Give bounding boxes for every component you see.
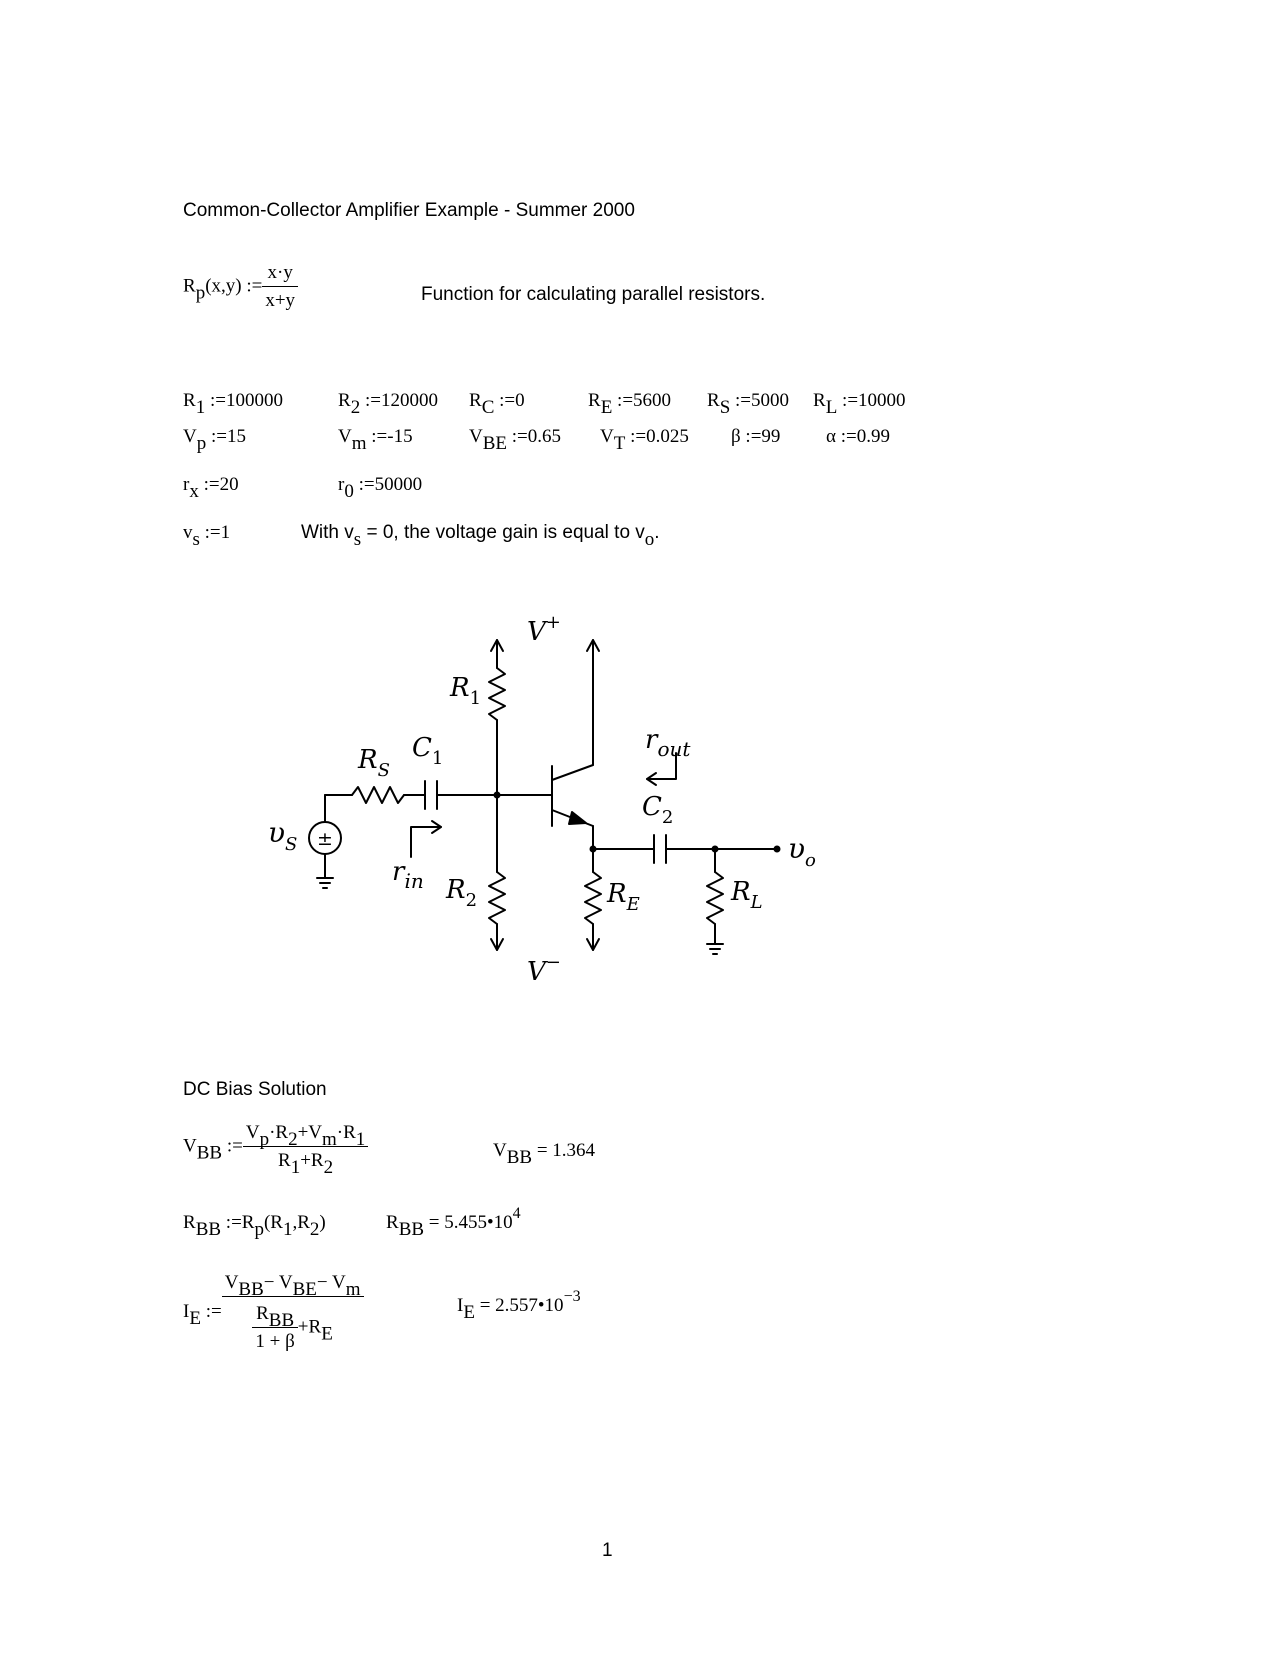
rs-resistor [352,787,404,803]
param-r0: $r_0$ :=50000 [338,474,423,502]
fraction-denominator: x+y [265,290,296,311]
emitter-node-dot [590,846,597,853]
label-rs: $R_S$ [358,745,390,781]
output-terminal-dot [774,846,781,853]
param-vbe: $V_{BE}$ :=0.65 [469,426,562,454]
label-v-minus: V− [527,952,561,987]
document-title: Common-Collector Amplifier Example - Summer 2000 [183,200,635,221]
param-rc: $R_C$ :=0 [469,390,525,418]
label-rout: $r_{out}$ [645,725,691,761]
bjt-collector [552,765,593,780]
function-description: Function for calculating parallel resistors. [421,284,766,305]
assign-operator: := [246,275,263,297]
param-vs: $v_s$ :=1 [183,522,231,550]
label-c2: $C_2$ [642,792,674,828]
ie-result: $I_E$ = $2.557•10^{-3}$ [457,1288,581,1323]
r1-resistor [489,668,505,720]
label-v-plus: V+ [527,612,561,647]
vbb-result: $V_{BB} = 1.364$ [493,1140,596,1168]
function-symbol: R [183,275,196,297]
fraction-numerator: x·y [262,262,298,287]
label-r1: $R_1$ [450,673,482,709]
param-vt: $V_T$ :=0.025 [600,426,689,454]
ie-definition: $I_E$ := $V_{BB}- V_{BE}- V_m$ $\frac{R_{BB}}{1 + \beta}$ $+R_E$ [183,1272,364,1353]
param-re: $R_E$ :=5600 [588,390,672,418]
param-r1: $R_1$ :=100000 [183,390,283,418]
rl-resistor [707,872,723,924]
label-vs: $\upsilon_S$ [268,816,298,855]
base-node-dot [494,792,501,799]
param-rl: $R_L$ :=10000 [813,390,906,418]
page-number: 1 [602,1540,613,1561]
dc-bias-heading: DC Bias Solution [183,1079,327,1100]
source-polarity-symbol: ± [317,828,333,850]
label-rin: $r_{in}$ [392,857,424,893]
ie-inner-fraction: $\frac{R_{BB}}{1 + \beta}$ [252,1303,297,1353]
label-c1: $C_1$ [412,733,444,769]
voltage-gain-note: With $v_s = 0$, the voltage gain is equal to $v_o$. [301,522,660,550]
function-args: (x,y) [205,275,242,297]
function-subscript: p [195,282,206,304]
ie-fraction: $V_{BB}- V_{BE}- V_m$ $\frac{R_{BB}}{1 + \beta}$ $+R_E$ [222,1272,364,1353]
label-r2: $R_2$ [446,875,478,911]
bjt-emitter-arrow [569,812,586,824]
rbb-result: $R_{BB}$ = $5.455•10^4$ [386,1205,521,1240]
rin-arrow [411,827,441,857]
label-vo: $\upsilon_o$ [788,832,816,871]
param-beta: β :=99 [731,426,781,447]
label-rl: $R_L$ [731,877,763,913]
output-node-dot [712,846,719,853]
param-alpha: α :=0.99 [826,426,890,447]
rbb-definition: $R_{BB}$ $:=R_p(R_1,R_2)$ [183,1212,326,1240]
param-rx: $r_x$ :=20 [183,474,239,502]
param-rs: $R_S$ :=5000 [707,390,790,418]
vbb-definition: $V_{BB}$ := $\frac{V_p\cdot R_2+V_m\cdot R_1}{R_1+R_2}$ [183,1122,368,1172]
label-re: $R_E$ [607,879,640,915]
param-vm: $V_m$ :=-15 [338,426,413,454]
re-resistor [585,872,601,924]
param-r2: $R_2$ :=120000 [338,390,438,418]
vbb-fraction: $\frac{V_p\cdot R_2+V_m\cdot R_1}{R_1+R_2}$ [243,1122,368,1172]
param-vp: $V_p$ :=15 [183,426,246,454]
r2-resistor [489,872,505,924]
